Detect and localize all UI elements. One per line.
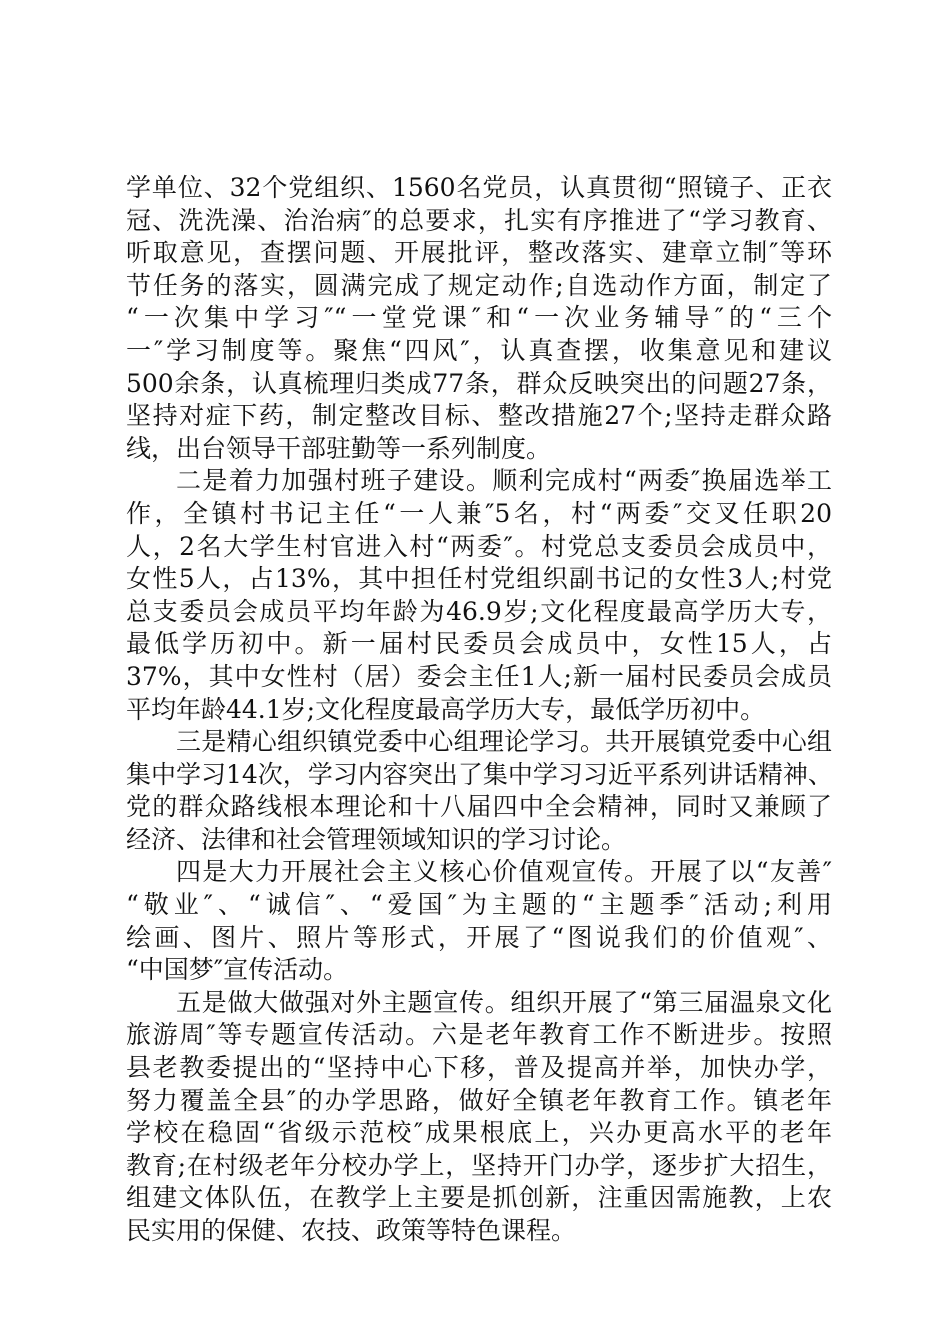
text-line: 教育;在村级老年分校办学上，坚持开门办学，逐步扩大招生，: [126, 1150, 832, 1180]
text-line: 学单位、32个党组织、1560名党员，认真贯彻“照镜子、正衣: [126, 173, 832, 202]
text-line: 民实用的保健、农技、政策等特色课程。: [126, 1216, 577, 1245]
text-line: 最低学历初中。新一届村民委员会成员中，女性15人，占: [126, 629, 832, 659]
text-line: 经济、法律和社会管理领域知识的学习讨论。: [126, 824, 627, 854]
text-line: 党的群众路线根本理论和十八届四中全会精神，同时又兼顾了: [126, 792, 832, 822]
text-line: “中国梦″宣传活动。: [126, 955, 349, 985]
text-line: 女性5人，占13%，其中担任村党组织副书记的女性3人;村党: [126, 564, 832, 594]
paragraph-first-line: 三是精心组织镇党委中心组理论学习。共开展镇党委中心组: [176, 727, 832, 757]
text-line: 总支委员会成员平均年龄为46.9岁;文化程度最高学历大专，: [126, 596, 832, 626]
text-line: 努力覆盖全县″的办学思路，做好全镇老年教育工作。镇老年: [126, 1085, 832, 1115]
text-line: 一″学习制度等。聚焦“四风″，认真查摆，收集意见和建议: [126, 335, 832, 365]
text-line: 县老教委提出的“坚持中心下移，普及提高并举，加快办学，: [126, 1053, 832, 1083]
text-line: 37%，其中女性村（居）委会主任1人;新一届村民委员会成员: [126, 661, 832, 691]
text-line: 集中学习14次，学习内容突出了集中学习习近平系列讲话精神、: [126, 759, 833, 789]
text-line: 冠、洗洗澡、治治病″的总要求，扎实有序推进了“学习教育、: [126, 205, 832, 235]
text-line: 旅游周″等专题宣传活动。六是老年教育工作不断进步。按照: [126, 1020, 832, 1050]
paragraph-first-line: 四是大力开展社会主义核心价值观宣传。开展了以“友善″: [176, 857, 832, 887]
paragraph-first-line: 五是做大做强对外主题宣传。组织开展了“第三届温泉文化: [176, 987, 832, 1017]
text-line: 作，全镇村书记主任“一人兼″5名，村“两委″交叉任职20: [126, 498, 832, 528]
text-line: 坚持对症下药，制定整改目标、整改措施27个;坚持走群众路: [126, 401, 832, 431]
text-line: 听取意见，查摆问题、开展批评，整改落实、建章立制″等环: [126, 238, 832, 268]
paragraph-first-line: 二是着力加强村班子建设。顺利完成村“两委″换届选举工: [176, 466, 832, 496]
text-line: 绘画、图片、照片等形式，开展了“图说我们的价值观″、: [126, 922, 832, 952]
body-text: [126, 172, 832, 1248]
text-line: 500余条，认真梳理归类成77条，群众反映突出的问题27条，: [126, 368, 832, 398]
text-line: 节任务的落实，圆满完成了规定动作;自选动作方面，制定了: [126, 270, 832, 300]
text-line: 组建文体队伍，在教学上主要是抓创新，注重因需施教，上农: [126, 1183, 832, 1213]
text-line: 人，2名大学生村官进入村“两委″。村党总支委员会成员中，: [126, 531, 832, 561]
text-line: 平均年龄44.1岁;文化程度最高学历大专，最低学历初中。: [126, 694, 766, 724]
text-line: “敬业″、“诚信″、“爱国″为主题的“主题季″活动;利用: [126, 890, 832, 920]
text-line: 线，出台领导干部驻勤等一系列制度。: [126, 433, 552, 463]
text-line: “一次集中学习″“一堂党课″和“一次业务辅导″的“三个: [126, 303, 832, 333]
text-line: 学校在稳固“省级示范校″成果根底上，兴办更高水平的老年: [126, 1118, 832, 1148]
